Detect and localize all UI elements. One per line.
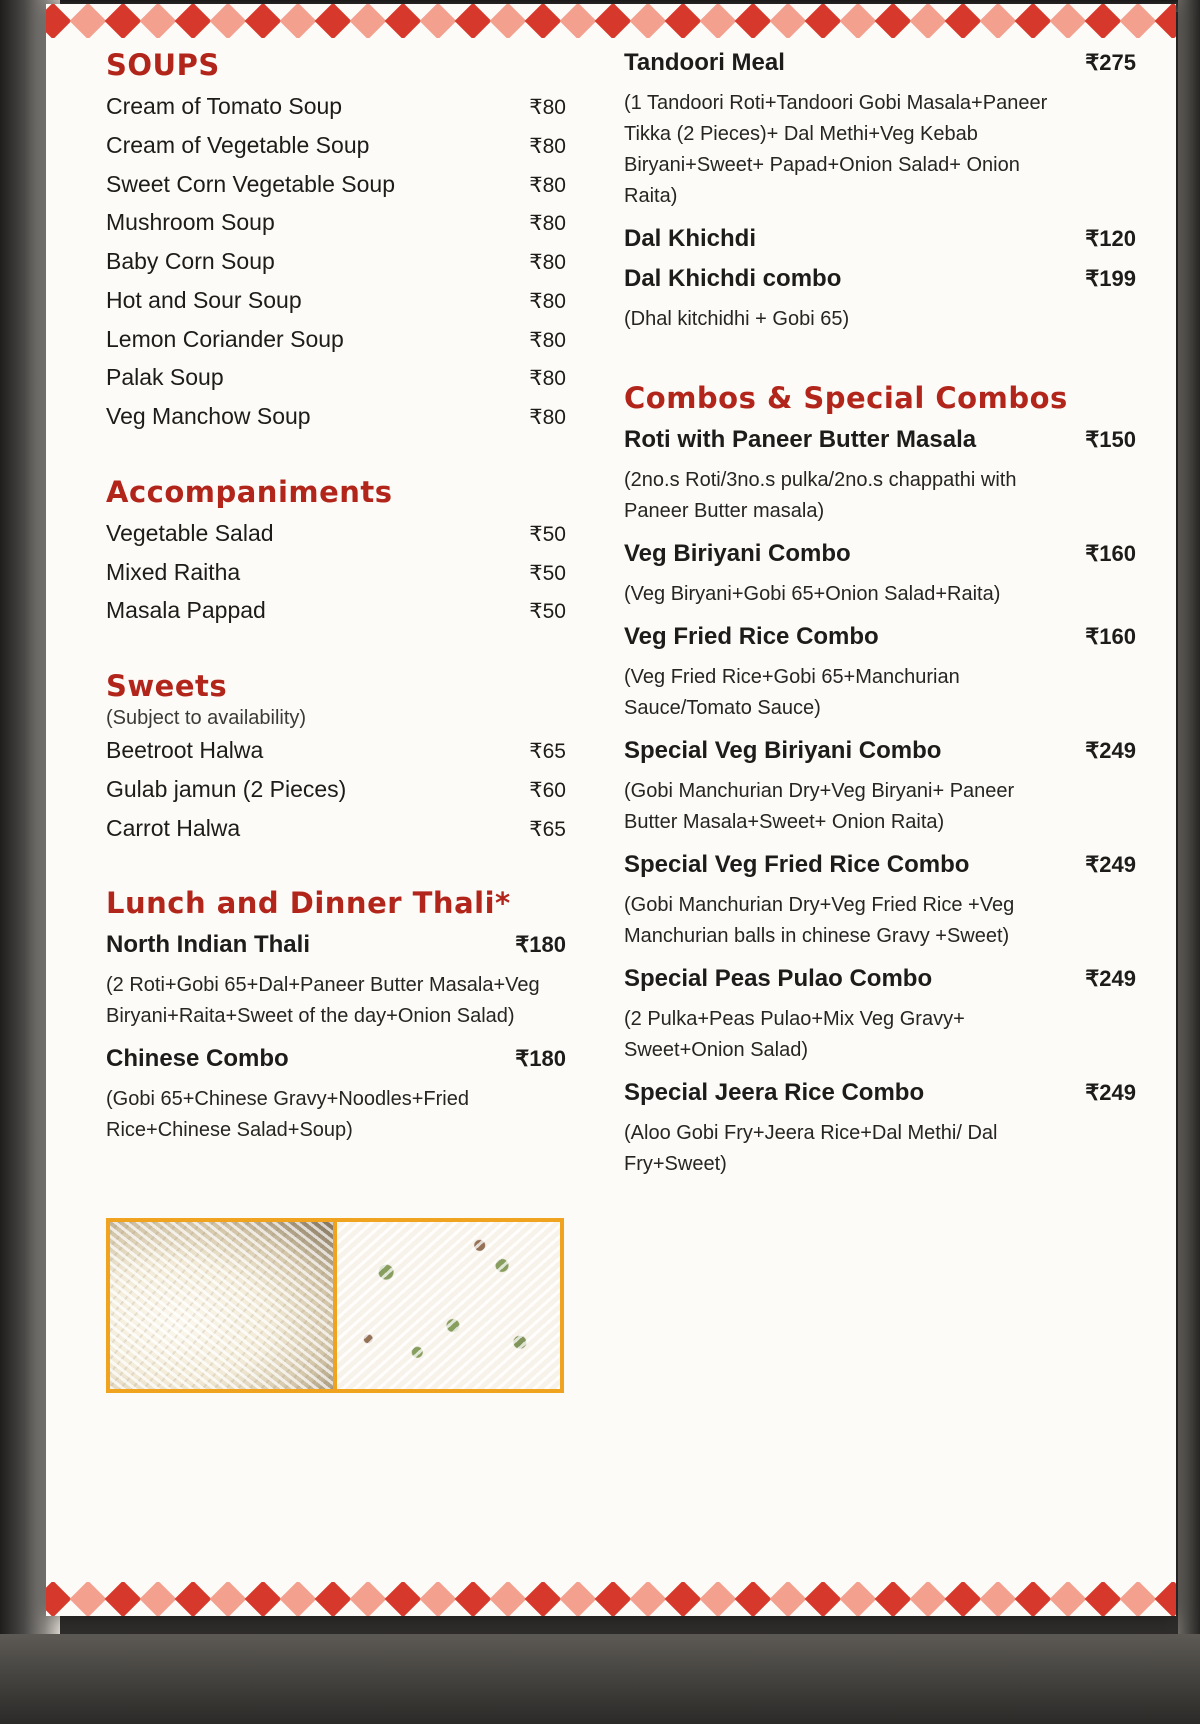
diamond-shape: [105, 4, 142, 38]
menu-item-price: ₹80: [529, 173, 566, 197]
menu-item-description: (Veg Biryani+Gobi 65+Onion Salad+Raita): [624, 583, 1001, 605]
diamond-shape: [210, 4, 247, 38]
menu-item-name: Lemon Coriander Soup: [106, 325, 344, 352]
menu-item-masala-pappad: [106, 596, 566, 625]
diamond-shape: [840, 4, 877, 38]
diamond-shape: [875, 1582, 912, 1616]
section-title-combos-special-combos: Combos & Special Combos: [624, 381, 1068, 415]
diamond-shape: [665, 4, 702, 38]
menu-item-description: (Aloo Gobi Fry+Jeera Rice+Dal Methi/ Dal Fry+Sweet): [624, 1122, 998, 1175]
menu-item-name: Vegetable Salad: [106, 519, 274, 546]
menu-item-cream-of-tomato-soup: [106, 92, 566, 121]
diamond-shape: [315, 1582, 352, 1616]
menu-item-lemon-coriander-soup: [106, 325, 566, 354]
menu-item-veg-manchow-soup: [106, 402, 566, 431]
diamond-shape: [945, 4, 982, 38]
menu-item-name: Roti with Paneer Butter Masala: [624, 426, 977, 453]
menu-column-left: [46, 48, 576, 1568]
diamond-shape: [1015, 1582, 1052, 1616]
menu-item-price: ₹80: [529, 212, 566, 236]
menu-item-price: ₹80: [529, 289, 566, 313]
jeera-rice-bowl-photo: [110, 1222, 333, 1389]
diamond-shape: [770, 1582, 807, 1616]
diamond-shape: [525, 1582, 562, 1616]
diamond-shape: [490, 1582, 527, 1616]
diamond-shape: [735, 4, 772, 38]
diamond-shape: [805, 4, 842, 38]
menu-item-name: Special Jeera Rice Combo: [624, 1079, 925, 1106]
menu-item-name: Baby Corn Soup: [106, 248, 275, 274]
diamond-shape: [910, 4, 947, 38]
diamond-shape: [210, 1582, 247, 1616]
menu-item-name: Special Veg Fried Rice Combo: [624, 851, 970, 878]
diamond-shape: [875, 4, 912, 38]
menu-item-name: Veg Biriyani Combo: [624, 540, 851, 567]
diamond-shape: [840, 1582, 877, 1616]
page-edge-right: [1178, 0, 1200, 1724]
diamond-shape: [105, 1582, 142, 1616]
section-spacer: [106, 1158, 566, 1192]
menu-item-price: ₹65: [529, 740, 566, 763]
section-title-lunch-and-dinner-thali: Lunch and Dinner Thali*: [106, 886, 511, 921]
diamond-shape: [595, 4, 632, 38]
menu-item-hot-and-sour-soup: [106, 286, 566, 315]
menu-content: [46, 48, 1176, 1568]
menu-item-description: (Gobi Manchurian Dry+Veg Biryani+ Paneer Butter Masala+Sweet+ Onion Raita): [624, 780, 1015, 833]
menu-item-name: Dal Khichdi: [624, 225, 757, 252]
diamond-shape: [1120, 4, 1157, 38]
diamond-shape: [630, 4, 667, 38]
diamond-shape: [455, 1582, 492, 1616]
menu-item-name: Tandoori Meal: [624, 49, 785, 76]
menu-item-special-jeera-rice-combo: [624, 1078, 1136, 1108]
menu-item-veg-biriyani-combo: [624, 539, 1136, 569]
menu-item-description: (2 Pulka+Peas Pulao+Mix Veg Gravy+ Sweet+Onion Salad): [624, 1008, 965, 1061]
menu-item-price: ₹80: [529, 251, 566, 274]
diamond-shape: [1155, 1582, 1176, 1616]
menu-item-name: Cream of Vegetable Soup: [106, 131, 370, 158]
diamond-shape: [280, 4, 317, 38]
menu-item-name: Carrot Halwa: [106, 814, 241, 841]
menu-item-dal-khichdi-combo: [624, 264, 1136, 294]
menu-item-description: (Gobi Manchurian Dry+Veg Fried Rice +Veg Manchurian balls in chinese Gravy +Sweet): [624, 894, 1015, 947]
diamond-shape: [1050, 1582, 1087, 1616]
menu-item-price: ₹249: [1085, 852, 1136, 877]
diamond-shape: [980, 1582, 1017, 1616]
menu-item-price: ₹120: [1085, 226, 1136, 251]
diamond-shape: [805, 1582, 842, 1616]
menu-item-description: (Veg Fried Rice+Gobi 65+Manchurian Sauce/Tomato Sauce): [624, 666, 960, 719]
section-title-accompaniments: Accompaniments: [106, 474, 393, 509]
menu-item-roti-with-paneer-butter-masala: [624, 425, 1136, 455]
menu-item-price: ₹65: [529, 817, 566, 841]
menu-item-name: Palak Soup: [106, 364, 224, 391]
diamond-shape: [560, 1582, 597, 1616]
diamond-shape: [350, 4, 387, 38]
menu-item-name: Gulab jamun (2 Pieces): [106, 775, 347, 802]
diamond-shape: [525, 4, 562, 38]
section-spacer: [106, 441, 566, 475]
diamond-shape: [46, 1582, 71, 1616]
diamond-shape: [385, 1582, 422, 1616]
menu-item-name: North Indian Thali: [106, 931, 310, 959]
diamond-shape: [140, 1582, 177, 1616]
menu-item-palak-soup: [106, 363, 566, 392]
menu-item-price: ₹80: [529, 406, 566, 429]
decorative-border-top: [46, 4, 1176, 38]
menu-item-price: ₹60: [529, 778, 566, 802]
menu-item-baby-corn-soup: [106, 247, 566, 276]
menu-column-right: [576, 48, 1176, 1568]
menu-item-description: (2 Roti+Gobi 65+Dal+Paneer Butter Masala+Veg Biryani+Raita+Sweet of the day+Onion Salad): [106, 974, 540, 1028]
menu-item-carrot-halwa: [106, 814, 566, 843]
menu-item-price: ₹249: [1085, 738, 1136, 763]
menu-item-special-peas-pulao-combo: [624, 964, 1136, 994]
diamond-shape: [175, 4, 212, 38]
decorative-border-bottom: [46, 1582, 1176, 1616]
diamond-shape: [945, 1582, 982, 1616]
menu-item-price: ₹50: [529, 600, 566, 624]
diamond-shape: [490, 4, 527, 38]
diamond-shape: [910, 1582, 947, 1616]
menu-item-dal-khichdi: [624, 224, 1136, 254]
menu-item-tandoori-meal: [624, 48, 1136, 78]
diamond-shape: [245, 4, 282, 38]
menu-item-name: Hot and Sour Soup: [106, 286, 302, 313]
menu-item-name: Mixed Raitha: [106, 558, 241, 585]
menu-item-description: (Dhal kitchidhi + Gobi 65): [624, 308, 850, 330]
diamond-shape: [245, 1582, 282, 1616]
menu-item-price: ₹80: [529, 134, 566, 158]
menu-item-special-veg-biriyani-combo: [624, 736, 1136, 766]
menu-item-sweet-corn-vegetable-soup: [106, 170, 566, 199]
menu-item-description: (Gobi 65+Chinese Gravy+Noodles+Fried Rice+Chinese Salad+Soup): [106, 1088, 469, 1142]
diamond-shape: [70, 4, 107, 38]
menu-item-price: ₹275: [1085, 50, 1136, 75]
menu-item-mushroom-soup: [106, 208, 566, 237]
menu-item-name: Cream of Tomato Soup: [106, 93, 343, 119]
diamond-shape: [420, 4, 457, 38]
menu-item-name: Special Veg Biriyani Combo: [624, 737, 942, 764]
section-note: (Subject to availability): [106, 707, 307, 729]
diamond-shape: [140, 4, 177, 38]
menu-item-vegetable-salad: [106, 519, 566, 548]
diamond-shape: [980, 4, 1017, 38]
menu-item-chinese-combo: [106, 1044, 566, 1074]
section-spacer: [624, 347, 1136, 381]
diamond-shape: [1015, 4, 1052, 38]
menu-item-name: Sweet Corn Vegetable Soup: [106, 170, 395, 197]
menu-item-name: Dal Khichdi combo: [624, 265, 842, 292]
section-spacer: [106, 852, 566, 886]
section-title-soups: SOUPS: [106, 48, 220, 82]
section-spacer: [624, 1192, 1136, 1226]
diamond-shape: [630, 1582, 667, 1616]
diamond-shape: [420, 1582, 457, 1616]
diamond-shape: [455, 4, 492, 38]
diamond-shape: [315, 4, 352, 38]
diamond-shape: [1085, 1582, 1122, 1616]
menu-item-price: ₹160: [1085, 624, 1136, 649]
menu-item-veg-fried-rice-combo: [624, 622, 1136, 652]
menu-item-name: Veg Manchow Soup: [106, 403, 311, 429]
diamond-shape: [560, 4, 597, 38]
diamond-shape: [46, 4, 71, 38]
menu-item-price: ₹150: [1085, 427, 1136, 452]
food-photo-strip: [106, 1218, 564, 1393]
menu-card: [46, 4, 1176, 1616]
menu-item-price: ₹249: [1085, 966, 1136, 991]
peas-pulao-photo: [333, 1222, 560, 1389]
menu-item-price: ₹160: [1085, 541, 1136, 566]
diamond-shape: [665, 1582, 702, 1616]
diamond-shape: [350, 1582, 387, 1616]
section-title-sweets: Sweets: [106, 669, 228, 703]
menu-item-description: (2no.s Roti/3no.s pulka/2no.s chappathi with Paneer Butter masala): [624, 469, 1017, 522]
menu-item-name: Masala Pappad: [106, 597, 266, 624]
menu-item-name: Special Peas Pulao Combo: [624, 965, 933, 992]
diamond-shape: [735, 1582, 772, 1616]
menu-item-price: ₹180: [515, 932, 566, 958]
menu-item-mixed-raitha: [106, 558, 566, 587]
diamond-shape: [385, 4, 422, 38]
menu-item-name: Mushroom Soup: [106, 209, 275, 236]
menu-item-price: ₹80: [529, 328, 566, 352]
menu-item-name: Beetroot Halwa: [106, 737, 264, 763]
menu-item-price: ₹50: [529, 522, 566, 546]
diamond-shape: [770, 4, 807, 38]
menu-item-price: ₹50: [529, 561, 566, 585]
diamond-shape: [595, 1582, 632, 1616]
menu-item-price: ₹180: [515, 1046, 566, 1072]
menu-item-cream-of-vegetable-soup: [106, 131, 566, 160]
diamond-shape: [70, 1582, 107, 1616]
menu-item-gulab-jamun-2-pieces: [106, 775, 566, 804]
menu-item-name: Chinese Combo: [106, 1045, 289, 1073]
diamond-shape: [280, 1582, 317, 1616]
diamond-shape: [1120, 1582, 1157, 1616]
diamond-shape: [1085, 4, 1122, 38]
menu-item-beetroot-halwa: [106, 736, 566, 765]
menu-item-description: (1 Tandoori Roti+Tandoori Gobi Masala+Paneer Tikka (2 Pieces)+ Dal Methi+Veg Kebab Biryani+Sweet+ Papad+Onion Salad+ Onion Raita): [624, 92, 1048, 207]
diamond-shape: [175, 1582, 212, 1616]
menu-item-north-indian-thali: [106, 930, 566, 960]
diamond-shape: [1050, 4, 1087, 38]
menu-item-price: ₹249: [1085, 1080, 1136, 1105]
page-edge-bottom: [0, 1634, 1200, 1724]
diamond-shape: [700, 4, 737, 38]
menu-item-price: ₹80: [529, 367, 566, 391]
menu-item-price: ₹199: [1085, 266, 1136, 291]
menu-item-special-veg-fried-rice-combo: [624, 850, 1136, 880]
diamond-shape: [1155, 4, 1176, 38]
menu-item-name: Veg Fried Rice Combo: [624, 623, 879, 650]
menu-item-price: ₹80: [529, 96, 566, 119]
diamond-shape: [700, 1582, 737, 1616]
section-spacer: [106, 635, 566, 669]
